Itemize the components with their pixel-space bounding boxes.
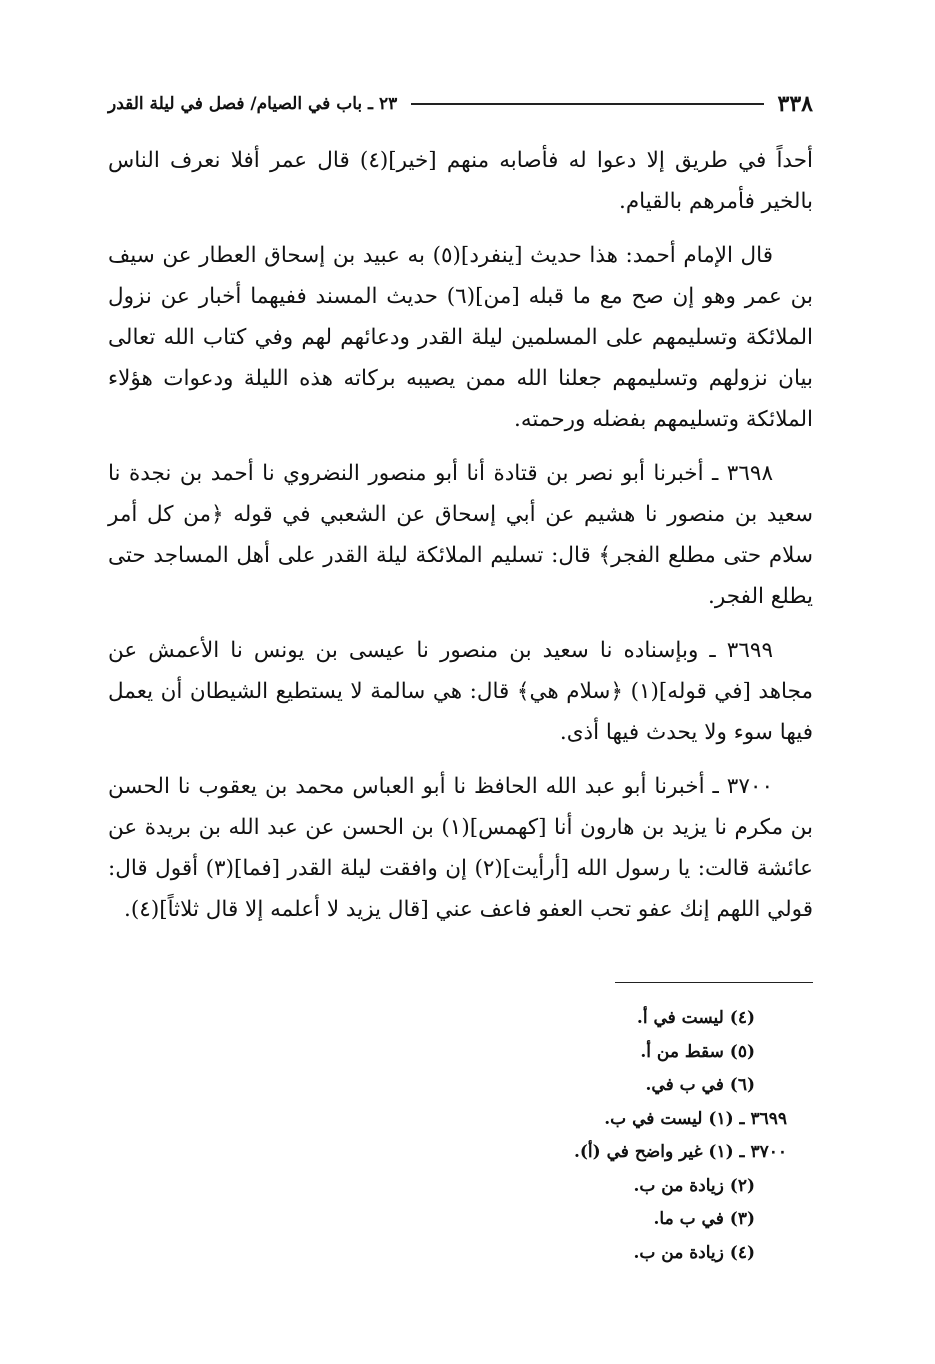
header-rule (411, 103, 763, 105)
hadith-3698: ٣٦٩٨ ـ أخبرنا أبو نصر بن قتادة أنا أبو منصور النضروي نا أحمد بن نجدة نا سعيد بن منصور نا هشيم عن أبي إسحاق عن الشعبي في قوله ﴿من كل أمر سلام حتى مطلع الفجر﴾ قال: تسليم الملائكة ليلة القدر على أهل المساجد حتى يطلع الفجر. (108, 461, 813, 609)
page-number: ٣٣٨ (777, 91, 813, 117)
paragraph: قال الإمام أحمد: هذا حديث [ينفرد](٥) به عبيد بن إسحاق العطار عن سيف بن عمر وهو إن صح مع ما قبله [من](٦) حديث المسند ففيهما أخبار عن نزول الملائكة وتسليمهم على المسلمين ليلة القدر ودعائهم لهم وفي كتاب الله تعالى بيان نزولهم وتسليمهم جعلنا الله ممن يصيبه بركاته هذه الليلة ودعوات هؤلاء الملائكة وتسليمهم بفضله ورحمته. (108, 243, 813, 432)
paragraph: أحداً في طريق إلا دعوا له فأصابه منهم [خير](٤) قال عمر أفلا نعرف الناس بالخير فأمرهم بالقيام. (108, 148, 813, 214)
footnote-separator (615, 982, 813, 983)
footnote-item: (٥) سقط من أ. (640, 1041, 755, 1062)
hadith-3700: ٣٧٠٠ ـ أخبرنا أبو عبد الله الحافظ نا أبو العباس محمد بن يعقوب نا الحسن بن مكرم نا يزيد بن هارون أنا [كهمس](١) بن الحسن عن عبد الله بن بريدة عن عائشة قالت: يا رسول الله [أرأيت](٢) إن وافقت ليلة القدر [فما](٣) أقول قال: قولي اللهم إنك عفو تحب العفو فاعف عني [قال يزيد لا أعلمه إلا قال ثلاثاً](٤). (108, 774, 813, 922)
running-title: ٢٣ ـ باب في الصيام/ فصل في ليلة القدر (108, 94, 398, 114)
footnote-item: (٤) ليست في أ. (636, 1008, 755, 1028)
footnotes (420, 1002, 787, 1270)
hadith-3699: ٣٦٩٩ ـ وبإسناده نا سعيد بن منصور نا عيسى بن يونس نا الأعمش عن مجاهد [في قوله](١) ﴿سلام هي﴾ قال: هي سالمة لا يستطيع الشيطان أن يعمل فيها سوء ولا يحدث فيها أذى. (108, 638, 813, 745)
footnote-item: ٣٦٩٩ ـ (١) ليست في ب. (604, 1108, 787, 1129)
page-header (108, 88, 813, 120)
footnote-item: ٣٧٠٠ ـ (١) غير واضح في (أ). (573, 1142, 787, 1162)
main-text (108, 140, 813, 943)
footnote-item: (٢) زيادة من ب. (633, 1175, 755, 1196)
footnote-item: (٦) في ب في. (645, 1075, 755, 1095)
footnote-item: (٤) زيادة من ب. (633, 1242, 755, 1263)
footnote-item: (٣) في ب ما. (653, 1209, 755, 1229)
